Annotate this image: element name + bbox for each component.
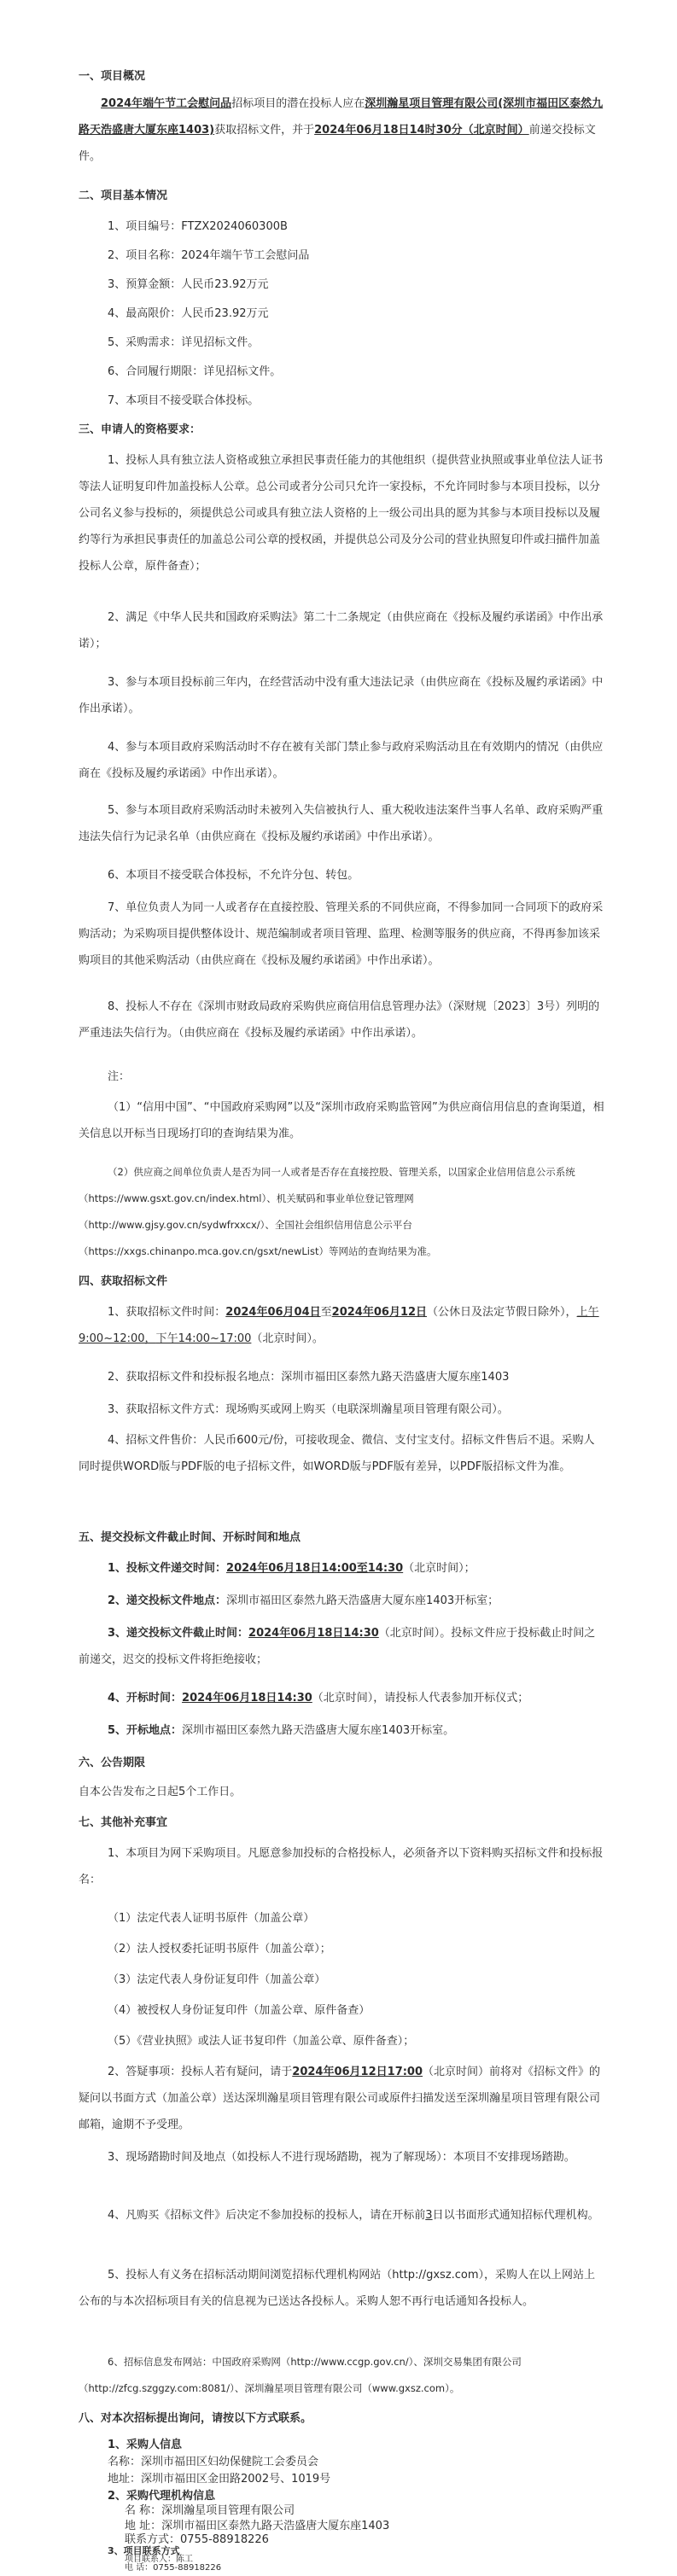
section-6-heading: 六、公告期限 xyxy=(79,1757,146,1769)
agency-name: 名 称：深圳瀚星项目管理有限公司 xyxy=(125,2504,295,2517)
agency-address: 地 址：深圳市福田区泰然九路天浩盛唐大厦东座1403 xyxy=(125,2520,390,2532)
submit-time: 1、投标文件递交时间：2024年06月18日14:00至14:30（北京时间）； xyxy=(108,1562,476,1575)
qualification-1: 1、投标人具有独立法人资格或独立承担民事责任能力的其他组织（提供营业执照或事业单位法人证书等法人证明复印件加盖投标人公章。总公司或者分公司只允许一家投标，不允许同时参与本项目投标，以分公司名义参与投标的，须提供总公司或具有独立法人资格的上一级公司出具的愿为其参与本项目投标以及履约等行为承担民事责任的加盖总公司公章的授权函，并提供总公司及分公司的营业执照复印件或扫描件加盖投标人公章，原件备查）； xyxy=(79,454,604,573)
basic-info-item: 5、采购需求：详见招标文件。 xyxy=(108,336,260,349)
qualification-7: 7、单位负责人为同一人或者存在直接控股、管理关系的不同供应商，不得参加同一合同项下的政府采购活动；为采购项目提供整体设计、规范编制或者项目管理、监理、检测等服务的供应商，不得再参加该采购项目的其他采购活动（由供应商在《投标及履约承诺函》中作出承诺）。 xyxy=(79,901,604,967)
supplement-4: 4、凡购买《招标文件》后决定不参加投标的投标人，请在开标前3日以书面形式通知招标代理机构。 xyxy=(108,2209,599,2222)
contact-heading: 3、项目联系方式 xyxy=(108,2545,180,2556)
supplement-5: 5、投标人有义务在招标活动期间浏览招标代理机构网站（http://gxsz.com），采购人在以上网站上公布的与本次招标项目有关的信息视为已送达各投标人。采购人恕不再行电话通知各投标人。 xyxy=(79,2269,596,2308)
basic-info-item: 1、项目编号：FTZX2024060300B xyxy=(108,220,288,233)
submit-place: 2、递交投标文件地点：深圳市福田区泰然九路天浩盛唐大厦东座1403开标室； xyxy=(108,1594,499,1607)
submit-deadline: 3、递交投标文件截止时间：2024年06月18日14:30（北京时间）。投标文件应于投标截止时间之前递交，迟交的投标文件将拒绝接收； xyxy=(79,1627,596,1666)
qualification-2: 2、满足《中华人民共和国政府采购法》第二十二条规定（由供应商在《投标及履约承诺函》中作出承诺）； xyxy=(79,611,604,650)
qualification-4: 4、参与本项目政府采购活动时不存在被有关部门禁止参与政府采购活动且在有效期内的情况（由供应商在《投标及履约承诺函》中作出承诺）。 xyxy=(79,741,604,780)
basic-info-item: 2、项目名称：2024年端午节工会慰问品 xyxy=(108,249,310,262)
supplement-6: 6、招标信息发布网站：中国政府采购网（http://www.ccgp.gov.cn/）、深圳交易集团有限公司（http://zfcg.szggzy.com:8081/）、深圳瀚星项目管理有限公司（www.gxsz.com）。 xyxy=(79,2356,522,2394)
section-4-heading: 四、获取招标文件 xyxy=(79,1275,168,1288)
contact-phone: 电 话：0755-88918226 xyxy=(125,2563,222,2573)
section-8-heading: 八、对本次招标提出询问，请按以下方式联系。 xyxy=(79,2412,312,2425)
agency-heading: 2、采购代理机构信息 xyxy=(108,2490,216,2503)
basic-info-item: 4、最高限价：人民币23.92万元 xyxy=(108,307,269,320)
project-name-underlined: 2024年端午节工会慰问品 xyxy=(101,97,232,110)
qualification-5: 5、参与本项目政府采购活动时未被列入失信被执行人、重大税收违法案件当事人名单、政府采购严重违法失信行为记录名单（由供应商在《投标及履约承诺函》中作出承诺）。 xyxy=(79,804,604,843)
section-7-heading: 七、其他补充事宜 xyxy=(79,1816,168,1829)
qualification-8: 8、投标人不存在《深圳市财政局政府采购供应商信用信息管理办法》（深财规〔2023〕3号）列明的严重违法失信行为。（由供应商在《投标及履约承诺函》中作出承诺）。 xyxy=(79,1000,600,1040)
supplement-3: 3、现场踏勘时间及地点（如投标人不进行现场踏勘，视为了解现场）：本项目不安排现场踏勘。 xyxy=(108,2151,575,2164)
basic-info-item: 3、预算金额：人民币23.92万元 xyxy=(108,278,269,291)
required-document: （4）被授权人身份证复印件（加盖公章、原件备查） xyxy=(108,2004,371,2017)
note-label: 注： xyxy=(108,1070,131,1083)
section-1-paragraph: 2024年端午节工会慰问品招标项目的潜在投标人应在深圳瀚星项目管理有限公司(深圳市福田区泰然九路天浩盛唐大厦东座1403)获取招标文件，并于2024年06月18日14时30分（北京时间）前递交投标文件。 xyxy=(79,97,604,163)
notice-period: 自本公告发布之日起5个工作日。 xyxy=(79,1786,242,1798)
required-document: （5）《营业执照》或法人证书复印件（加盖公章、原件备查）； xyxy=(108,2035,415,2048)
obtain-method: 3、获取招标文件方式：现场购买或网上购买（电联深圳瀚星项目管理有限公司）。 xyxy=(108,1403,509,1416)
required-document: （1）法定代表人证明书原件（加盖公章） xyxy=(108,1912,315,1925)
note-2: （2）供应商之间单位负责人是否为同一人或者是否存在直接控股、管理关系，以国家企业信用信息公示系统（https://www.gsxt.gov.cn/index.html）、机关赋码和事业单位登记管理网（http://www.gjsy.gov.cn/sydwfrxxcx/）、全国社会组织信用信息公示平台（https://xxgs.chinanpo.mca.gov.cn/gsxt/newList）等网站的查询结果为准。 xyxy=(79,1166,575,1257)
qualification-3: 3、参与本项目投标前三年内，在经营活动中没有重大违法记录（由供应商在《投标及履约承诺函》中作出承诺）。 xyxy=(79,676,604,715)
note-1: （1）“信用中国”、“中国政府采购网”以及“深圳市政府采购监管网”为供应商信用信息的查询渠道，相关信息以开标当日现场打印的查询结果为准。 xyxy=(79,1101,604,1140)
basic-info-item: 6、合同履行期限：详见招标文件。 xyxy=(108,365,282,378)
section-5-heading: 五、提交投标文件截止时间、开标时间和地点 xyxy=(79,1531,301,1544)
obtain-place: 2、获取招标文件和投标报名地点：深圳市福田区泰然九路天浩盛唐大厦东座1403 xyxy=(108,1371,510,1384)
contact-person: 项目联系人：陈工 xyxy=(125,2555,193,2564)
qualification-6: 6、本项目不接受联合体投标，不允许分包、转包。 xyxy=(108,869,359,882)
document-price: 4、招标文件售价：人民币600元/份，可接收现金、微信、支付宝支付。招标文件售后不退。采购人同时提供WORD版与PDF版的电子招标文件，如WORD版与PDF版有差异，以PDF版招标文件为准。 xyxy=(79,1434,595,1473)
purchaser-address: 地址：深圳市福田区金田路2002号、1019号 xyxy=(108,2473,331,2486)
deadline-underlined: 2024年06月18日14时30分（北京时间） xyxy=(314,124,529,137)
section-3-heading: 三、申请人的资格要求： xyxy=(79,423,201,436)
required-document: （2）法人授权委托证明书原件（加盖公章）； xyxy=(108,1943,331,1955)
agency-address-underlined: 深圳瀚星项目管理有限公司(深圳市福田区泰然九路天浩盛唐大厦东座1403) xyxy=(79,97,604,137)
purchaser-name: 名称：深圳市福田区妇幼保健院工会委员会 xyxy=(108,2456,319,2468)
required-document: （3）法定代表人身份证复印件（加盖公章） xyxy=(108,1973,326,1986)
opening-place: 5、开标地点：深圳市福田区泰然九路天浩盛唐大厦东座1403开标室。 xyxy=(108,1724,455,1737)
opening-time: 4、开标时间：2024年06月18日14:30（北京时间），请投标人代表参加开标仪式； xyxy=(108,1692,529,1705)
obtain-time: 1、获取招标文件时间：2024年06月04日至2024年06月12日（公休日及法定节假日除外），上午9:00~12:00，下午14:00~17:00（北京时间）。 xyxy=(79,1306,599,1345)
supplement-1: 1、本项目为网下采购项目。凡愿意参加投标的合格投标人，必须备齐以下资料购买招标文件和投标报名： xyxy=(79,1847,604,1886)
supplement-2: 2、答疑事项：投标人若有疑问，请于2024年06月12日17:00（北京时间）前将对《招标文件》的疑问以书面方式（加盖公章）送达深圳瀚星项目管理有限公司或原件扫描发送至深圳瀚星项目管理有限公司邮箱，逾期不予受理。 xyxy=(79,2066,601,2131)
agency-phone: 联系方式：0755-88918226 xyxy=(125,2533,269,2546)
section-1-heading: 一、项目概况 xyxy=(79,70,146,83)
basic-info-item: 7、本项目不接受联合体投标。 xyxy=(108,394,260,407)
purchaser-heading: 1、采购人信息 xyxy=(108,2439,183,2451)
section-2-heading: 二、项目基本情况 xyxy=(79,189,168,202)
